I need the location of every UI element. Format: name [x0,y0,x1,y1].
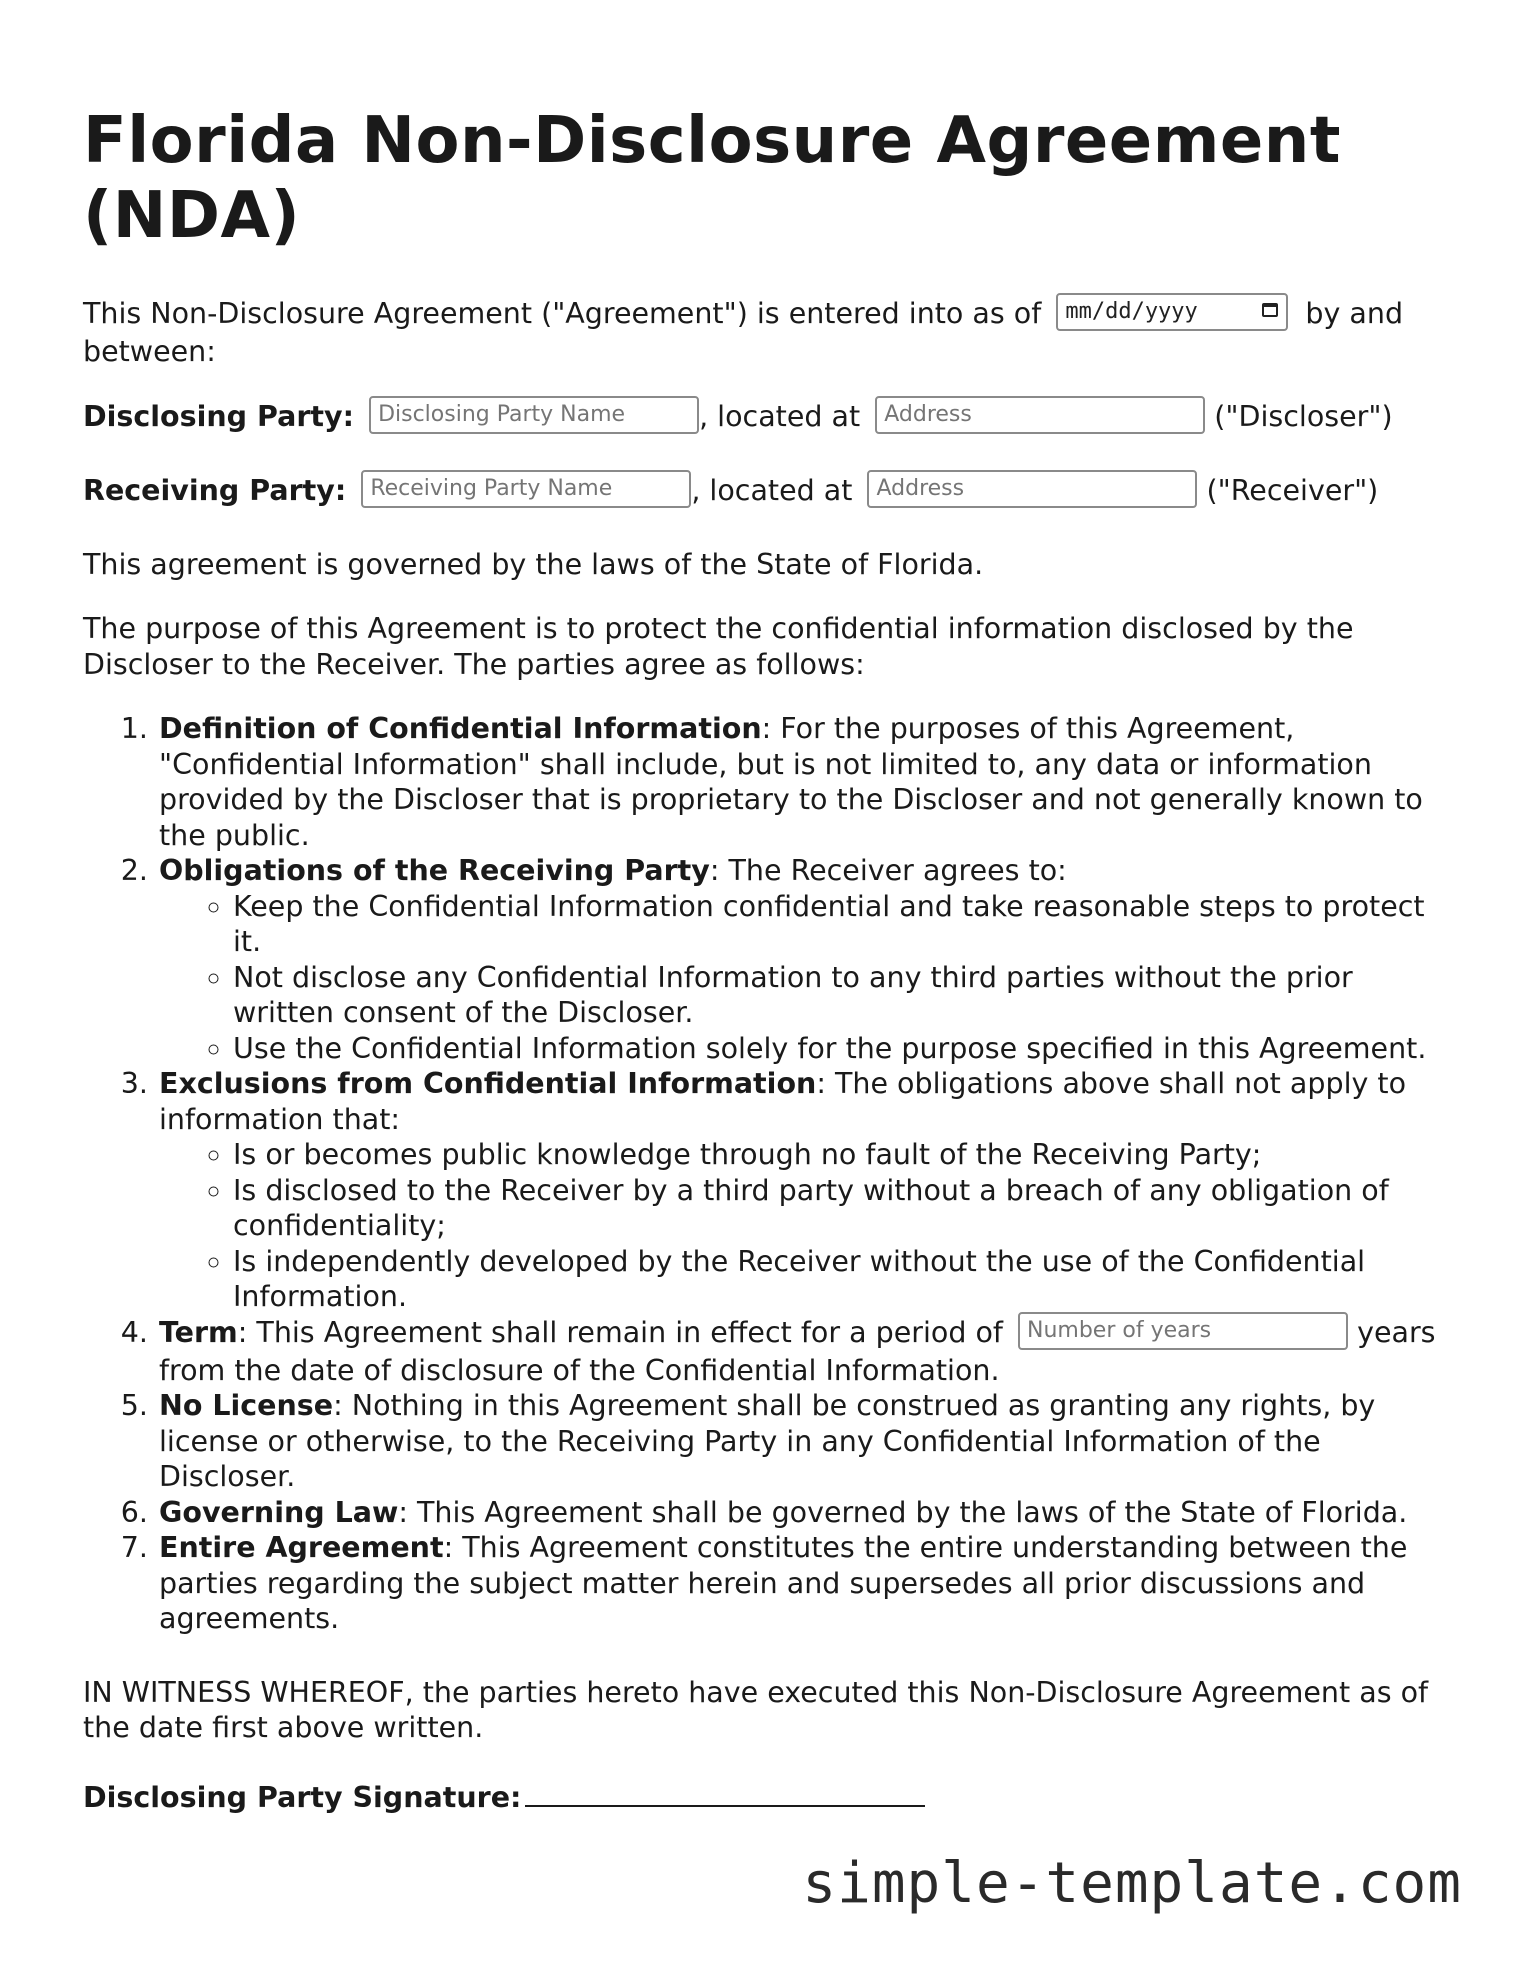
clause-governing-law [157,1495,1443,1531]
located-at-text: , located at [691,473,853,507]
signature-field[interactable] [525,1775,925,1807]
clause-term [157,1315,1443,1389]
governed-paragraph: This agreement is governed by the laws of the State of Florida. [83,547,984,581]
document [83,104,1443,1844]
clause-text: : The Receiver agrees to: [709,854,1067,887]
clause-entire-agreement [157,1530,1443,1637]
signature-line [83,1775,1443,1816]
term-years-input[interactable]: Number of years [1018,1312,1348,1350]
intro-paragraph [83,296,1443,370]
disclosing-party-label: Disclosing Party: [83,399,354,433]
clause-heading: Definition of Confidential Information [159,712,762,745]
clause-text: : Nothing in this Agreement shall be construed as granting any rights, by license or otherwise, to the Receiving Party in any Confidential Information of the Discloser. [159,1389,1376,1493]
clause-heading: No License [159,1389,334,1422]
clause-heading: Term [159,1315,238,1349]
clause-heading: Entire Agreement [159,1531,444,1564]
agreement-date-input[interactable]: mm/dd/yyyy [1056,293,1288,331]
list-item: ◦ Not disclose any Confidential Information to any third parties without the prior written consent of the Discloser. [233,960,1443,1031]
clause-definition [157,711,1443,853]
located-at-text: , located at [699,399,861,433]
list-item: ◦ Keep the Confidential Information confidential and take reasonable steps to protect it. [233,889,1443,960]
page-title: Florida Non-Disclosure Agreement (NDA) [83,104,1341,253]
calendar-icon[interactable] [1262,303,1278,317]
watermark: simple-template.com [802,1851,1462,1916]
list-item: ◦ Is independently developed by the Receiver without the use of the Confidential Information. [233,1244,1443,1315]
list-item: ◦ Is or becomes public knowledge through no fault of the Receiving Party; [233,1137,1443,1173]
clause-obligations [157,853,1443,1066]
clause-no-license [157,1388,1443,1495]
clause-exclusions [157,1066,1443,1315]
intro-text-end: by and between: [83,297,1404,368]
clause-text: : This Agreement shall remain in effect for a period of [237,1315,1003,1349]
clause-heading: Governing Law [159,1495,399,1529]
list-item: ◦ Is disclosed to the Receiver by a third party without a breach of any obligation of confidentiality; [233,1173,1443,1244]
obligations-list [159,889,1443,1067]
discloser-role: ("Discloser") [1214,399,1393,433]
intro-text: This Non-Disclosure Agreement ("Agreement") is entered into as of [83,297,1042,330]
clauses-list [83,711,1443,1637]
purpose-paragraph: The purpose of this Agreement is to protect the confidential information disclosed by the Discloser to the Receiver. The parties agree as follows: [83,612,1354,681]
clause-text: : The obligations above shall not apply to information that: [159,1067,1407,1136]
witness-paragraph: IN WITNESS WHEREOF, the parties hereto have executed this Non-Disclosure Agreement as of the date first above written. [83,1675,1429,1744]
receiver-role: ("Receiver") [1206,473,1379,507]
clause-text: : For the purposes of this Agreement, "Confidential Information" shall include, but is not limited to, any data or information provided by the Discloser that is proprietary to the Discloser and not generally known to the public. [159,712,1423,852]
receiving-party-label: Receiving Party: [83,473,347,507]
clause-text: : This Agreement constitutes the entire understanding between the parties regarding the subject matter herein and supersedes all prior discussions and agreements. [159,1531,1408,1635]
list-item: ◦ Use the Confidential Information solely for the purpose specified in this Agreement. [233,1031,1443,1067]
disclosing-party-name-input[interactable]: Disclosing Party Name [369,396,699,434]
clause-heading: Obligations of the Receiving Party [159,854,710,887]
signature-label: Disclosing Party Signature: [83,1780,522,1814]
receiving-party-line [83,473,1443,511]
receiving-party-name-input[interactable]: Receiving Party Name [361,470,691,508]
clause-heading: Exclusions from Confidential Information [159,1067,817,1100]
exclusions-list [159,1137,1443,1315]
disclosing-party-line [83,399,1443,437]
clause-text-end: years from the date of disclosure of the Confidential Information. [159,1315,1436,1387]
receiving-party-address-input[interactable]: Address [867,470,1197,508]
clause-text: : This Agreement shall be governed by the laws of the State of Florida. [398,1495,1408,1529]
disclosing-party-address-input[interactable]: Address [875,396,1205,434]
